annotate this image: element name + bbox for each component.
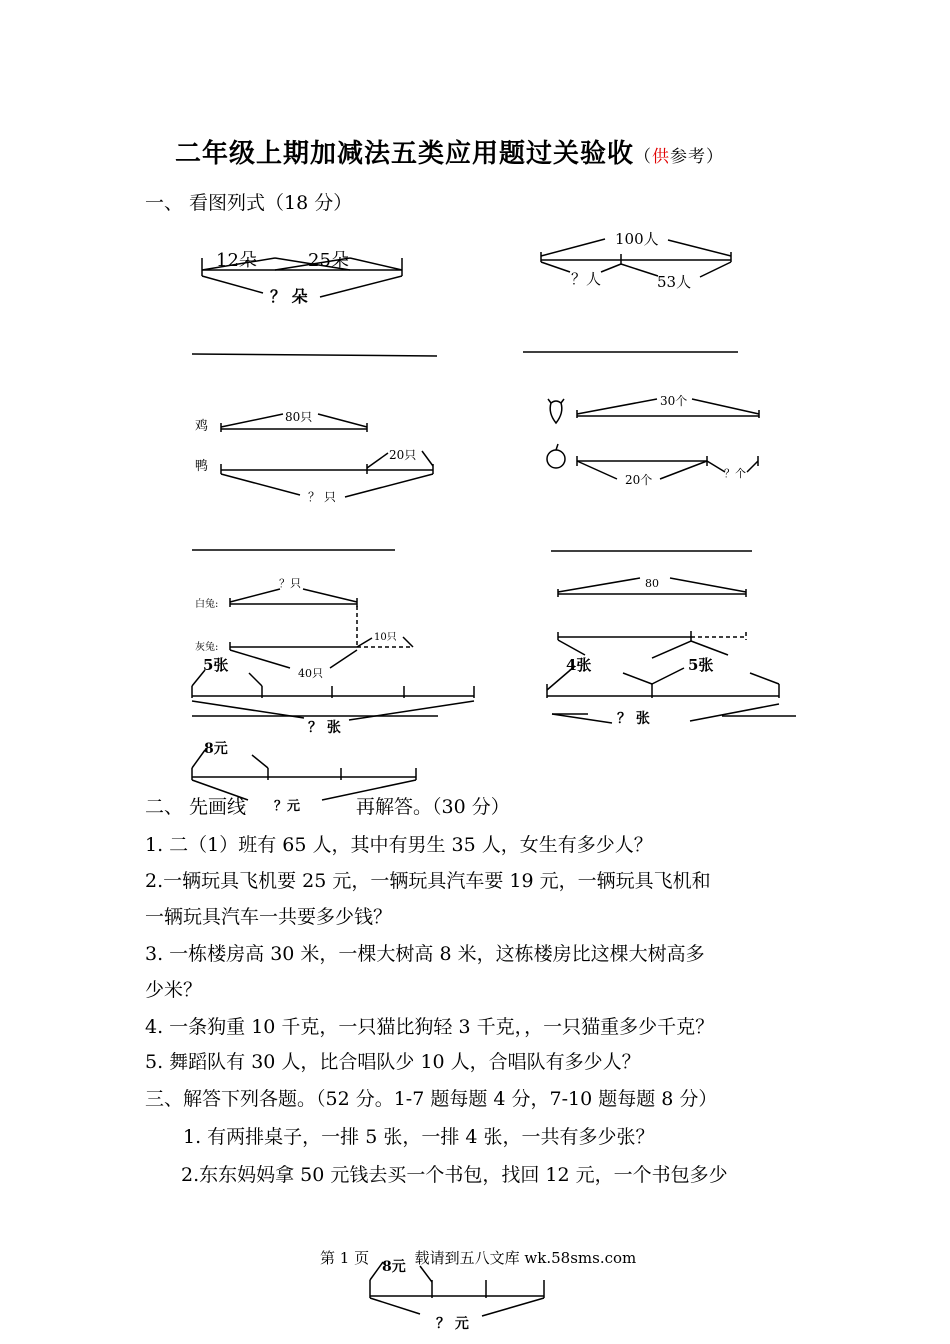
d4-row2-value: 20个 [625, 473, 653, 487]
d1-total-label: ？ 朵 [270, 287, 308, 306]
section2-question-5: 5. 舞蹈队有 30 人，比合唱队少 10 人，合唱队有多少人？ [145, 1051, 641, 1073]
d7-total-label: ？ 张 [308, 720, 341, 736]
section2-question-3: 3. 一栋楼房高 30 米，一棵大树高 8 米，这栋楼房比这棵大树高多 [145, 943, 705, 965]
d10-part-label: 8元 [382, 1259, 406, 1275]
page-footer [320, 1247, 636, 1268]
d10-total-label: ？ 元 [436, 1316, 469, 1332]
footer-source-text: 载请到五八文库 wk.58sms.com [414, 1249, 637, 1267]
d8-part1-label: 4张 [566, 656, 592, 674]
section2-heading-b: 再解答。（30 分） [356, 796, 510, 818]
d4-row1-value: 30个 [660, 394, 688, 408]
d9-total-label: ？元 [274, 799, 301, 814]
section1-heading: 一、 看图列式（18 分） [145, 192, 353, 214]
d1-left-label: 12朵 [216, 250, 257, 271]
section3-heading: 三、解答下列各题。（52 分。1-7 题每题 4 分，7-10 题每题 8 分） [145, 1088, 718, 1110]
section3-question-1: 1. 有两排桌子，一排 5 张，一排 4 张，一共有多少张？ [183, 1126, 655, 1148]
d8-total-label: ？ 张 [617, 711, 650, 727]
section2-question-3-cont: 少米？ [145, 979, 203, 1001]
d2-total-label: 100人 [615, 230, 659, 248]
d5-extra-label: 10只 [374, 632, 397, 643]
section2-question-1: 1. 二（1）班有 65 人，其中有男生 35 人，女生有多少人？ [145, 834, 653, 856]
d8-part2-label: 5张 [688, 656, 714, 674]
section2-heading-a: 二、 先画线 [145, 796, 247, 818]
d2-left-label: ？人 [571, 270, 602, 288]
title-main: 二年级上期加减法五类应用题过关验收 [175, 139, 635, 169]
d5-row2-label: 灰兔: [195, 642, 219, 653]
d3-total-label: ？ 只 [308, 490, 336, 504]
d3-row1-value: 80只 [285, 410, 313, 424]
d5-row2-value: 40只 [298, 667, 323, 680]
d2-right-label: 53人 [657, 273, 692, 291]
section2-question-2: 2.一辆玩具飞机要 25 元，一辆玩具汽车要 19 元，一辆玩具飞机和 [145, 870, 711, 892]
d3-row1-label: 鸡 [195, 419, 209, 434]
d3-row2-label: 鸭 [195, 459, 209, 474]
section2-question-4: 4. 一条狗重 10 千克，一只猫比狗轻 3 千克，，一只猫重多少千克？ [145, 1016, 715, 1038]
d6-total-label: 80 [645, 577, 659, 590]
title-note: （供参考） [634, 147, 725, 167]
section3-question-2: 2.东东妈妈拿 50 元钱去买一个书包，找回 12 元，一个书包多少 [181, 1164, 728, 1186]
footer-page-number: 第 1 页 [320, 1249, 370, 1267]
d4-extra-label: ？个 [724, 467, 746, 480]
d1-right-label: 25朵 [308, 250, 349, 271]
d7-part-label: 5张 [203, 656, 229, 674]
d9-part-label: 8元 [204, 741, 228, 757]
d3-extra-label: 20只 [389, 448, 417, 462]
d5-row1-label: 白兔: [195, 599, 219, 610]
d5-row1-value: ？只 [279, 577, 301, 590]
section2-question-2-cont: 一辆玩具汽车一共要多少钱？ [145, 906, 393, 928]
